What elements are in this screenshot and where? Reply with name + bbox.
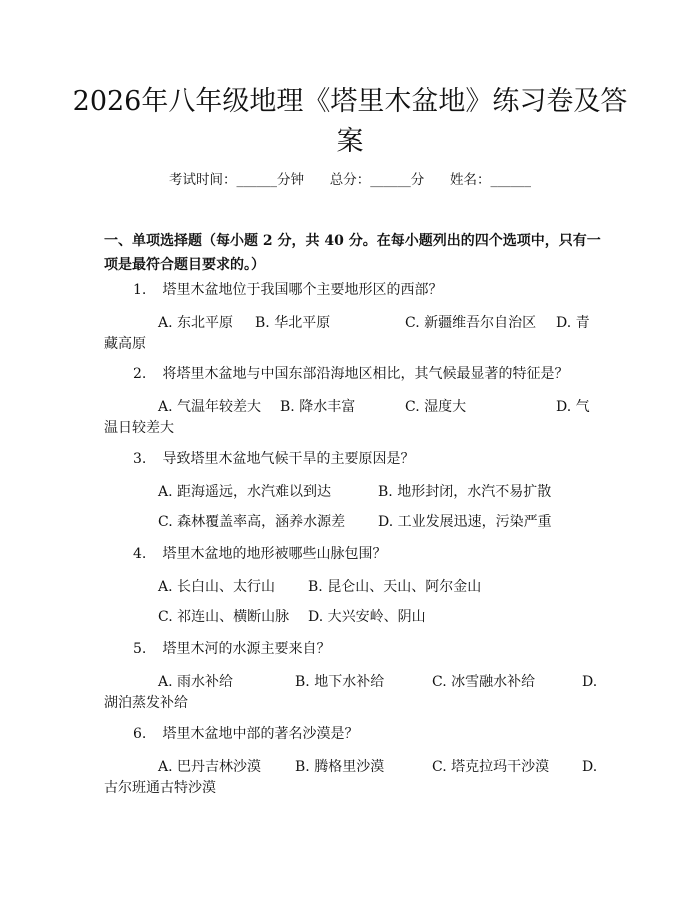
option-a: A. 气温年较差大 [158,399,262,415]
question-number: 1. [133,282,147,298]
question-number: 2. [133,366,147,382]
option-d: D. [582,759,598,775]
exam-info-line [0,168,700,188]
question-6 [133,723,358,745]
question-4 [133,543,386,565]
option-a: A. 雨水补给 [158,674,234,690]
question-text: 塔里木盆地位于我国哪个主要地形区的西部？ [162,282,443,298]
option-d: D. 大兴安岭、阴山 [308,609,426,625]
option-a: A. 长白山、太行山 [158,579,276,595]
total-score-field: 总分：______分 [329,172,425,188]
question-number: 4. [133,546,147,562]
question-text: 塔里木盆地中部的著名沙漠是？ [162,726,359,742]
question-number: 3. [133,451,147,467]
option-b: B. 昆仑山、天山、阿尔金山 [308,579,482,595]
option-b: B. 降水丰富 [280,399,356,415]
student-name-field: 姓名：______ [450,172,531,188]
question-3 [133,448,414,470]
option-b: B. 地形封闭，水汽不易扩散 [378,484,552,500]
option-d: D. [582,674,598,690]
option-d-continued: 温日较差大 [104,420,174,436]
option-a: A. 距海遥远，水汽难以到达 [158,484,332,500]
option-d-continued: 藏高原 [104,336,146,352]
option-c: C. 冰雪融水补给 [432,674,536,690]
question-text: 导致塔里木盆地气候干旱的主要原因是？ [162,451,415,467]
option-b: B. 地下水补给 [295,674,385,690]
option-b: B. 腾格里沙漠 [295,759,385,775]
section-heading: 一、单项选择题（每小题 2 分，共 40 分。在每小题列出的四个选项中，只有一项是最符合题目要求的。） [104,233,601,273]
question-number: 6. [133,726,147,742]
exam-time-field: 考试时间：______分钟 [169,172,304,188]
option-d: D. 气 [556,399,590,415]
question-2 [133,363,568,385]
option-c: C. 森林覆盖率高，涵养水源差 [158,514,346,530]
question-text: 塔里木河的水源主要来自？ [162,641,331,657]
option-c: C. 新疆维吾尔自治区 [405,315,537,331]
question-text: 塔里木盆地的地形被哪些山脉包围？ [162,546,387,562]
option-d: D. 青 [556,315,590,331]
question-1 [133,279,442,301]
question-text: 将塔里木盆地与中国东部沿海地区相比，其气候最显著的特征是？ [162,366,569,382]
option-c: C. 祁连山、横断山脉 [158,609,290,625]
option-c: C. 湿度大 [405,399,467,415]
option-d: D. 工业发展迅速，污染严重 [378,514,552,530]
option-c: C. 塔克拉玛干沙漠 [432,759,550,775]
option-a: A. 东北平原 [158,315,234,331]
document-title: 2026年八年级地理《塔里木盆地》练习卷及答案 [72,86,628,157]
option-d-continued: 古尔班通古特沙漠 [104,780,216,796]
question-5 [133,638,330,660]
option-a: A. 巴丹吉林沙漠 [158,759,262,775]
question-number: 5. [133,641,147,657]
option-b: B. 华北平原 [255,315,331,331]
option-d-continued: 湖泊蒸发补给 [104,695,188,711]
